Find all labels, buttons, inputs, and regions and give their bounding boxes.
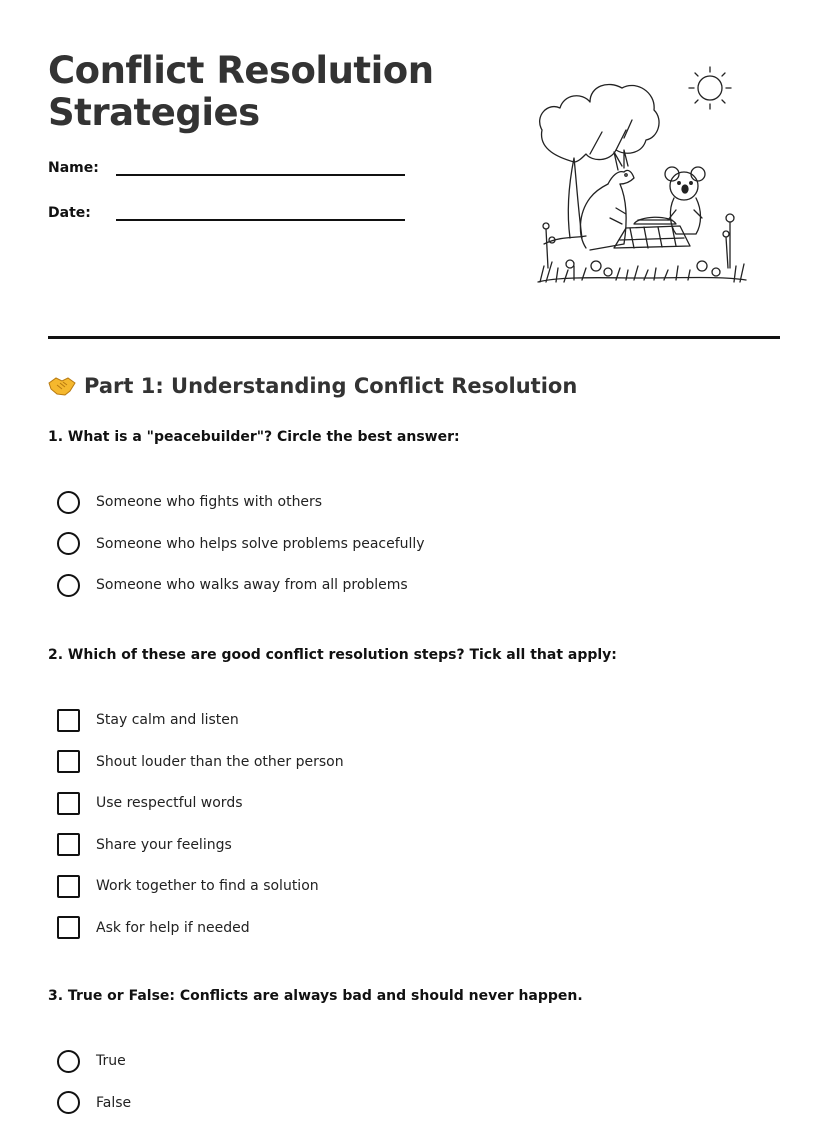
question-2-option-3[interactable]	[57, 791, 344, 815]
question-2-option-4[interactable]	[57, 833, 344, 857]
question-2-options	[57, 708, 344, 957]
checkbox-square-icon[interactable]	[57, 709, 80, 732]
kangaroo-icon	[544, 150, 634, 250]
question-2-option-5[interactable]	[57, 874, 344, 898]
grass-icon	[538, 262, 746, 282]
date-label: Date:	[48, 205, 91, 221]
handshake-icon	[48, 375, 76, 397]
option-label: Share your feelings	[96, 836, 232, 853]
question-2-option-6[interactable]	[57, 916, 344, 940]
question-3-options	[57, 1049, 131, 1132]
radio-circle-icon[interactable]	[57, 491, 80, 514]
question-1: 1. What is a "peacebuilder"? Circle the best answer:	[48, 429, 460, 445]
option-label: Stay calm and listen	[96, 712, 239, 728]
question-3: 3. True or False: Conflicts are always bad and should never happen.	[48, 988, 583, 1004]
tree-icon	[540, 84, 659, 238]
question-1-option-3[interactable]	[57, 573, 425, 597]
question-2: 2. Which of these are good conflict resolution steps? Tick all that apply:	[48, 647, 617, 663]
name-line[interactable]	[116, 160, 405, 176]
option-label: Shout louder than the other person	[96, 753, 344, 770]
date-field	[48, 205, 405, 221]
radio-circle-icon[interactable]	[57, 1091, 80, 1114]
checkbox-square-icon[interactable]	[57, 833, 80, 856]
part1-title-text: Part 1: Understanding Conflict Resolution	[84, 374, 578, 398]
flowers-icon	[543, 214, 734, 276]
part1-title	[48, 374, 577, 398]
question-3-option-true[interactable]	[57, 1049, 131, 1073]
option-label: Someone who fights with others	[96, 494, 323, 510]
koala-icon	[665, 167, 705, 234]
question-1-options	[57, 490, 425, 615]
question-2-option-1[interactable]	[57, 708, 344, 732]
radio-circle-icon[interactable]	[57, 574, 80, 597]
checkbox-square-icon[interactable]	[57, 792, 80, 815]
question-2-option-2[interactable]	[57, 750, 344, 774]
name-label: Name:	[48, 160, 99, 176]
option-label: Someone who helps solve problems peacefully	[96, 535, 425, 552]
option-label: Someone who walks away from all problems	[96, 577, 408, 593]
option-label: Use respectful words	[96, 795, 243, 811]
option-label: Work together to find a solution	[96, 878, 319, 894]
question-3-option-false[interactable]	[57, 1091, 131, 1115]
date-line[interactable]	[116, 205, 405, 221]
checkbox-square-icon[interactable]	[57, 875, 80, 898]
option-label: False	[96, 1094, 132, 1111]
header-divider	[48, 336, 780, 339]
radio-circle-icon[interactable]	[57, 532, 80, 555]
radio-circle-icon[interactable]	[57, 1050, 80, 1073]
option-label: True	[96, 1053, 126, 1069]
kangaroo-koala-picnic-illustration	[530, 58, 752, 294]
question-1-option-1[interactable]	[57, 490, 425, 514]
worksheet-title: Conflict Resolution Strategies	[48, 49, 434, 134]
checkbox-square-icon[interactable]	[57, 750, 80, 773]
option-label: Ask for help if needed	[96, 919, 250, 936]
name-field	[48, 160, 405, 176]
checkbox-square-icon[interactable]	[57, 916, 80, 939]
question-1-option-2[interactable]	[57, 532, 425, 556]
sun-icon	[689, 67, 731, 109]
